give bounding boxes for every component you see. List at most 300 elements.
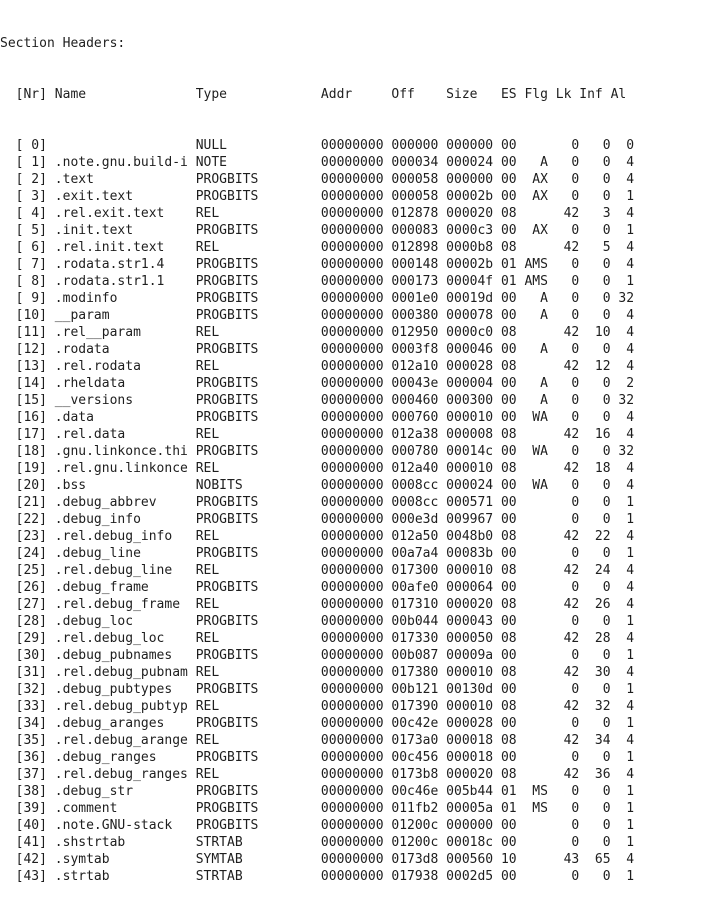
section-link: 0: [555, 750, 588, 765]
section-entsize: 00: [500, 478, 525, 493]
section-addr: 00000000: [320, 529, 392, 544]
section-addr: 00000000: [320, 580, 392, 595]
section-align: 1: [618, 614, 635, 629]
section-entsize: 01: [500, 274, 525, 289]
section-number: [ 6]: [0, 240, 55, 255]
section-addr: 00000000: [320, 818, 392, 833]
section-offset: 011fb2: [391, 801, 447, 816]
section-name: .debug_abbrev: [54, 495, 196, 510]
section-name: .exit.text: [54, 189, 196, 204]
section-number: [22]: [0, 512, 55, 527]
section-link: 0: [555, 189, 588, 204]
section-number: [21]: [0, 495, 55, 510]
table-row: [0, 664, 727, 681]
section-offset: 012950: [391, 325, 447, 340]
section-info: 0: [587, 716, 619, 731]
section-entsize: 00: [500, 138, 525, 153]
section-size: 0048b0: [446, 529, 501, 544]
section-link: 0: [555, 784, 588, 799]
section-addr: 00000000: [320, 597, 392, 612]
section-align: 32: [618, 444, 635, 459]
section-name: .rel.debug_ranges: [54, 767, 196, 782]
section-size: 00019d: [446, 291, 501, 306]
section-size: 000024: [446, 155, 501, 170]
section-align: 1: [618, 835, 635, 850]
section-offset: 000780: [391, 444, 447, 459]
section-info: 0: [587, 291, 619, 306]
table-row: [0, 171, 727, 188]
section-addr: 00000000: [320, 546, 392, 561]
section-type: PROGBITS: [195, 223, 321, 238]
section-name: .symtab: [54, 852, 196, 867]
section-addr: 00000000: [320, 784, 392, 799]
section-offset: 012a10: [391, 359, 447, 374]
section-offset: 00a7a4: [391, 546, 447, 561]
section-entsize: 00: [500, 546, 525, 561]
section-align: 0: [618, 138, 635, 153]
section-name: .modinfo: [54, 291, 196, 306]
section-addr: 00000000: [320, 563, 392, 578]
section-flags: [524, 682, 555, 697]
section-addr: 00000000: [320, 682, 392, 697]
section-type: NOBITS: [195, 478, 321, 493]
section-name: .note.gnu.build-i: [54, 155, 196, 170]
section-info: 0: [587, 869, 619, 884]
section-align: 1: [618, 750, 635, 765]
column-header: Type: [195, 87, 321, 102]
section-type: REL: [195, 767, 321, 782]
section-entsize: 00: [500, 410, 525, 425]
section-type: REL: [195, 359, 321, 374]
section-info: 32: [587, 699, 619, 714]
table-row: [0, 460, 727, 477]
section-info: 0: [587, 784, 619, 799]
section-type: PROGBITS: [195, 614, 321, 629]
section-entsize: 00: [500, 614, 525, 629]
table-row: [0, 290, 727, 307]
section-flags: [524, 818, 555, 833]
table-row: [0, 817, 727, 834]
section-name: .rel.debug_frame: [54, 597, 196, 612]
section-info: 0: [587, 172, 619, 187]
section-flags: A: [524, 155, 556, 170]
section-entsize: 00: [500, 580, 525, 595]
section-type: PROGBITS: [195, 750, 321, 765]
section-type: STRTAB: [195, 869, 321, 884]
section-type: PROGBITS: [195, 682, 321, 697]
section-align: 4: [618, 410, 635, 425]
section-addr: 00000000: [320, 223, 392, 238]
section-entsize: 08: [500, 240, 525, 255]
section-offset: 0173d8: [391, 852, 447, 867]
section-name: .debug_info: [54, 512, 196, 527]
section-name: .comment: [54, 801, 196, 816]
table-row: [0, 188, 727, 205]
section-name: .rel.debug_pubtyp: [54, 699, 196, 714]
section-entsize: 00: [500, 291, 525, 306]
section-type: PROGBITS: [195, 648, 321, 663]
section-name: .bss: [54, 478, 196, 493]
section-info: 0: [587, 274, 619, 289]
section-entsize: 10: [500, 852, 525, 867]
table-row: [0, 732, 727, 749]
section-entsize: 00: [500, 818, 525, 833]
section-link: 0: [555, 801, 588, 816]
section-type: PROGBITS: [195, 376, 321, 391]
section-flags: [524, 648, 555, 663]
section-addr: 00000000: [320, 172, 392, 187]
section-addr: 00000000: [320, 665, 392, 680]
section-info: 65: [587, 852, 619, 867]
section-info: 0: [587, 512, 619, 527]
section-type: REL: [195, 665, 321, 680]
section-flags: [524, 461, 555, 476]
section-link: 0: [555, 444, 588, 459]
section-addr: 00000000: [320, 342, 392, 357]
section-info: 0: [587, 308, 619, 323]
section-link: 42: [555, 427, 588, 442]
section-flags: AMS: [524, 257, 556, 272]
section-size: 000010: [446, 410, 501, 425]
section-number: [13]: [0, 359, 55, 374]
section-link: 0: [555, 410, 588, 425]
section-number: [ 8]: [0, 274, 55, 289]
section-flags: AX: [524, 223, 556, 238]
section-entsize: 08: [500, 631, 525, 646]
section-offset: 000760: [391, 410, 447, 425]
section-number: [29]: [0, 631, 55, 646]
section-entsize: 00: [500, 750, 525, 765]
section-addr: 00000000: [320, 733, 392, 748]
section-align: 4: [618, 342, 635, 357]
section-align: 4: [618, 580, 635, 595]
section-info: 0: [587, 376, 619, 391]
section-number: [11]: [0, 325, 55, 340]
section-addr: 00000000: [320, 716, 392, 731]
section-size: 000028: [446, 359, 501, 374]
section-number: [41]: [0, 835, 55, 850]
section-entsize: 00: [500, 835, 525, 850]
section-flags: A: [524, 376, 556, 391]
section-entsize: 08: [500, 461, 525, 476]
table-row: [0, 511, 727, 528]
section-type: REL: [195, 733, 321, 748]
section-name: .debug_line: [54, 546, 196, 561]
section-offset: 012a40: [391, 461, 447, 476]
section-entsize: 00: [500, 393, 525, 408]
section-addr: 00000000: [320, 274, 392, 289]
section-entsize: 00: [500, 189, 525, 204]
section-addr: 00000000: [320, 359, 392, 374]
section-number: [32]: [0, 682, 55, 697]
section-size: 00014c: [446, 444, 501, 459]
table-row: [0, 851, 727, 868]
section-link: 0: [555, 495, 588, 510]
section-align: 1: [618, 869, 635, 884]
section-addr: 00000000: [320, 291, 392, 306]
section-name: .rel.debug_pubnam: [54, 665, 196, 680]
section-size: 000020: [446, 597, 501, 612]
section-info: 36: [587, 767, 619, 782]
section-info: 24: [587, 563, 619, 578]
section-name: .debug_str: [54, 784, 196, 799]
section-size: 000018: [446, 750, 501, 765]
section-offset: 00c46e: [391, 784, 447, 799]
section-entsize: 00: [500, 308, 525, 323]
table-row: [0, 392, 727, 409]
section-offset: 000000: [391, 138, 447, 153]
column-header: Off: [391, 87, 447, 102]
section-type: REL: [195, 206, 321, 221]
section-align: 1: [618, 189, 635, 204]
section-number: [37]: [0, 767, 55, 782]
section-flags: WA: [524, 444, 556, 459]
section-name: __param: [54, 308, 196, 323]
section-number: [28]: [0, 614, 55, 629]
section-type: SYMTAB: [195, 852, 321, 867]
section-number: [ 9]: [0, 291, 55, 306]
section-flags: [524, 835, 555, 850]
section-name: .shstrtab: [54, 835, 196, 850]
section-addr: 00000000: [320, 444, 392, 459]
table-row: [0, 562, 727, 579]
section-addr: 00000000: [320, 835, 392, 850]
section-align: 2: [618, 376, 635, 391]
table-row: [0, 307, 727, 324]
section-offset: 0173b8: [391, 767, 447, 782]
table-row: [0, 596, 727, 613]
section-offset: 0001e0: [391, 291, 447, 306]
column-header: Lk: [555, 87, 580, 102]
section-align: 4: [618, 257, 635, 272]
section-entsize: 00: [500, 869, 525, 884]
section-offset: 017310: [391, 597, 447, 612]
section-info: 0: [587, 835, 619, 850]
section-name: .rodata.str1.4: [54, 257, 196, 272]
section-align: 1: [618, 274, 635, 289]
section-addr: 00000000: [320, 478, 392, 493]
section-entsize: 00: [500, 155, 525, 170]
section-number: [24]: [0, 546, 55, 561]
section-info: 0: [587, 546, 619, 561]
section-flags: MS: [524, 801, 556, 816]
section-link: 0: [555, 580, 588, 595]
section-offset: 000034: [391, 155, 447, 170]
section-entsize: 00: [500, 716, 525, 731]
section-number: [36]: [0, 750, 55, 765]
table-row: [0, 715, 727, 732]
section-entsize: 01: [500, 801, 525, 816]
section-size: 000064: [446, 580, 501, 595]
section-flags: WA: [524, 410, 556, 425]
section-link: 0: [555, 155, 588, 170]
section-align: 4: [618, 699, 635, 714]
section-align: 1: [618, 716, 635, 731]
section-name: .rel.debug_arange: [54, 733, 196, 748]
section-name: .rel__param: [54, 325, 196, 340]
section-addr: 00000000: [320, 767, 392, 782]
section-align: 1: [618, 801, 635, 816]
section-entsize: 00: [500, 682, 525, 697]
section-link: 0: [555, 512, 588, 527]
section-number: [16]: [0, 410, 55, 425]
section-type: REL: [195, 240, 321, 255]
section-offset: 017380: [391, 665, 447, 680]
section-addr: 00000000: [320, 699, 392, 714]
section-type: PROGBITS: [195, 818, 321, 833]
section-size: 000043: [446, 614, 501, 629]
section-flags: AX: [524, 189, 556, 204]
section-type: PROGBITS: [195, 410, 321, 425]
section-align: 4: [618, 852, 635, 867]
section-link: 0: [555, 393, 588, 408]
section-name: .text: [54, 172, 196, 187]
section-link: 43: [555, 852, 588, 867]
table-row: [0, 477, 727, 494]
section-link: 0: [555, 342, 588, 357]
section-link: 42: [555, 206, 588, 221]
section-offset: 0008cc: [391, 478, 447, 493]
section-align: 4: [618, 767, 635, 782]
section-info: 0: [587, 495, 619, 510]
section-link: 0: [555, 274, 588, 289]
section-number: [12]: [0, 342, 55, 357]
section-flags: [524, 427, 555, 442]
section-number: [15]: [0, 393, 55, 408]
section-name: .strtab: [54, 869, 196, 884]
section-flags: A: [524, 308, 556, 323]
section-info: 5: [587, 240, 619, 255]
table-row: [0, 834, 727, 851]
section-name: .rodata: [54, 342, 196, 357]
section-align: 4: [618, 359, 635, 374]
section-link: 0: [555, 172, 588, 187]
section-size: 000000: [446, 138, 501, 153]
section-link: 0: [555, 223, 588, 238]
section-align: 32: [618, 393, 635, 408]
table-row: [0, 222, 727, 239]
section-flags: [524, 529, 555, 544]
section-size: 00005a: [446, 801, 501, 816]
section-number: [30]: [0, 648, 55, 663]
section-entsize: 00: [500, 648, 525, 663]
section-align: 4: [618, 597, 635, 612]
column-header: Size: [446, 87, 501, 102]
section-align: 1: [618, 648, 635, 663]
section-size: 000571: [446, 495, 501, 510]
section-align: 4: [618, 665, 635, 680]
section-name: .debug_pubnames: [54, 648, 196, 663]
section-name: __versions: [54, 393, 196, 408]
section-size: 005b44: [446, 784, 501, 799]
table-row: [0, 426, 727, 443]
section-number: [20]: [0, 478, 55, 493]
section-number: [19]: [0, 461, 55, 476]
section-size: 000300: [446, 393, 501, 408]
table-row: [0, 766, 727, 783]
section-size: 00002b: [446, 189, 501, 204]
section-link: 42: [555, 767, 588, 782]
section-size: 000078: [446, 308, 501, 323]
section-size: 00018c: [446, 835, 501, 850]
section-size: 000020: [446, 206, 501, 221]
section-info: 0: [587, 393, 619, 408]
section-number: [ 4]: [0, 206, 55, 221]
section-number: [25]: [0, 563, 55, 578]
section-addr: 00000000: [320, 427, 392, 442]
section-align: 1: [618, 223, 635, 238]
section-flags: [524, 206, 555, 221]
section-type: REL: [195, 461, 321, 476]
section-link: 0: [555, 478, 588, 493]
section-size: 00009a: [446, 648, 501, 663]
section-number: [ 5]: [0, 223, 55, 238]
section-name: .debug_aranges: [54, 716, 196, 731]
table-row: [0, 154, 727, 171]
section-name: .rheldata: [54, 376, 196, 391]
section-align: 1: [618, 495, 635, 510]
section-number: [38]: [0, 784, 55, 799]
section-flags: A: [524, 393, 556, 408]
section-info: 0: [587, 818, 619, 833]
section-name: .rel.exit.text: [54, 206, 196, 221]
section-size: 000004: [446, 376, 501, 391]
section-link: 0: [555, 138, 588, 153]
table-row: [0, 630, 727, 647]
section-flags: [524, 614, 555, 629]
section-info: 12: [587, 359, 619, 374]
section-align: 1: [618, 682, 635, 697]
section-link: 0: [555, 308, 588, 323]
section-type: PROGBITS: [195, 189, 321, 204]
section-align: 4: [618, 563, 635, 578]
section-offset: 0003f8: [391, 342, 447, 357]
table-row: [0, 528, 727, 545]
section-name: .rel.debug_loc: [54, 631, 196, 646]
section-headers-title: Section Headers:: [0, 36, 126, 51]
section-entsize: 00: [500, 495, 525, 510]
section-offset: 00b087: [391, 648, 447, 663]
section-flags: [524, 665, 555, 680]
section-link: 42: [555, 325, 588, 340]
section-link: 0: [555, 835, 588, 850]
section-type: PROGBITS: [195, 546, 321, 561]
section-size: 000000: [446, 172, 501, 187]
section-align: 4: [618, 240, 635, 255]
section-entsize: 08: [500, 359, 525, 374]
section-info: 26: [587, 597, 619, 612]
section-info: 18: [587, 461, 619, 476]
section-entsize: 08: [500, 597, 525, 612]
section-align: 4: [618, 308, 635, 323]
section-offset: 0173a0: [391, 733, 447, 748]
section-offset: 012878: [391, 206, 447, 221]
section-link: 42: [555, 733, 588, 748]
section-number: [34]: [0, 716, 55, 731]
section-offset: 000e3d: [391, 512, 447, 527]
section-entsize: 08: [500, 563, 525, 578]
section-name: .debug_ranges: [54, 750, 196, 765]
section-type: REL: [195, 631, 321, 646]
section-offset: 012a50: [391, 529, 447, 544]
section-type: PROGBITS: [195, 580, 321, 595]
section-flags: [524, 767, 555, 782]
section-addr: 00000000: [320, 393, 392, 408]
section-type: REL: [195, 529, 321, 544]
section-size: 000010: [446, 699, 501, 714]
section-align: 1: [618, 818, 635, 833]
section-link: 0: [555, 648, 588, 663]
